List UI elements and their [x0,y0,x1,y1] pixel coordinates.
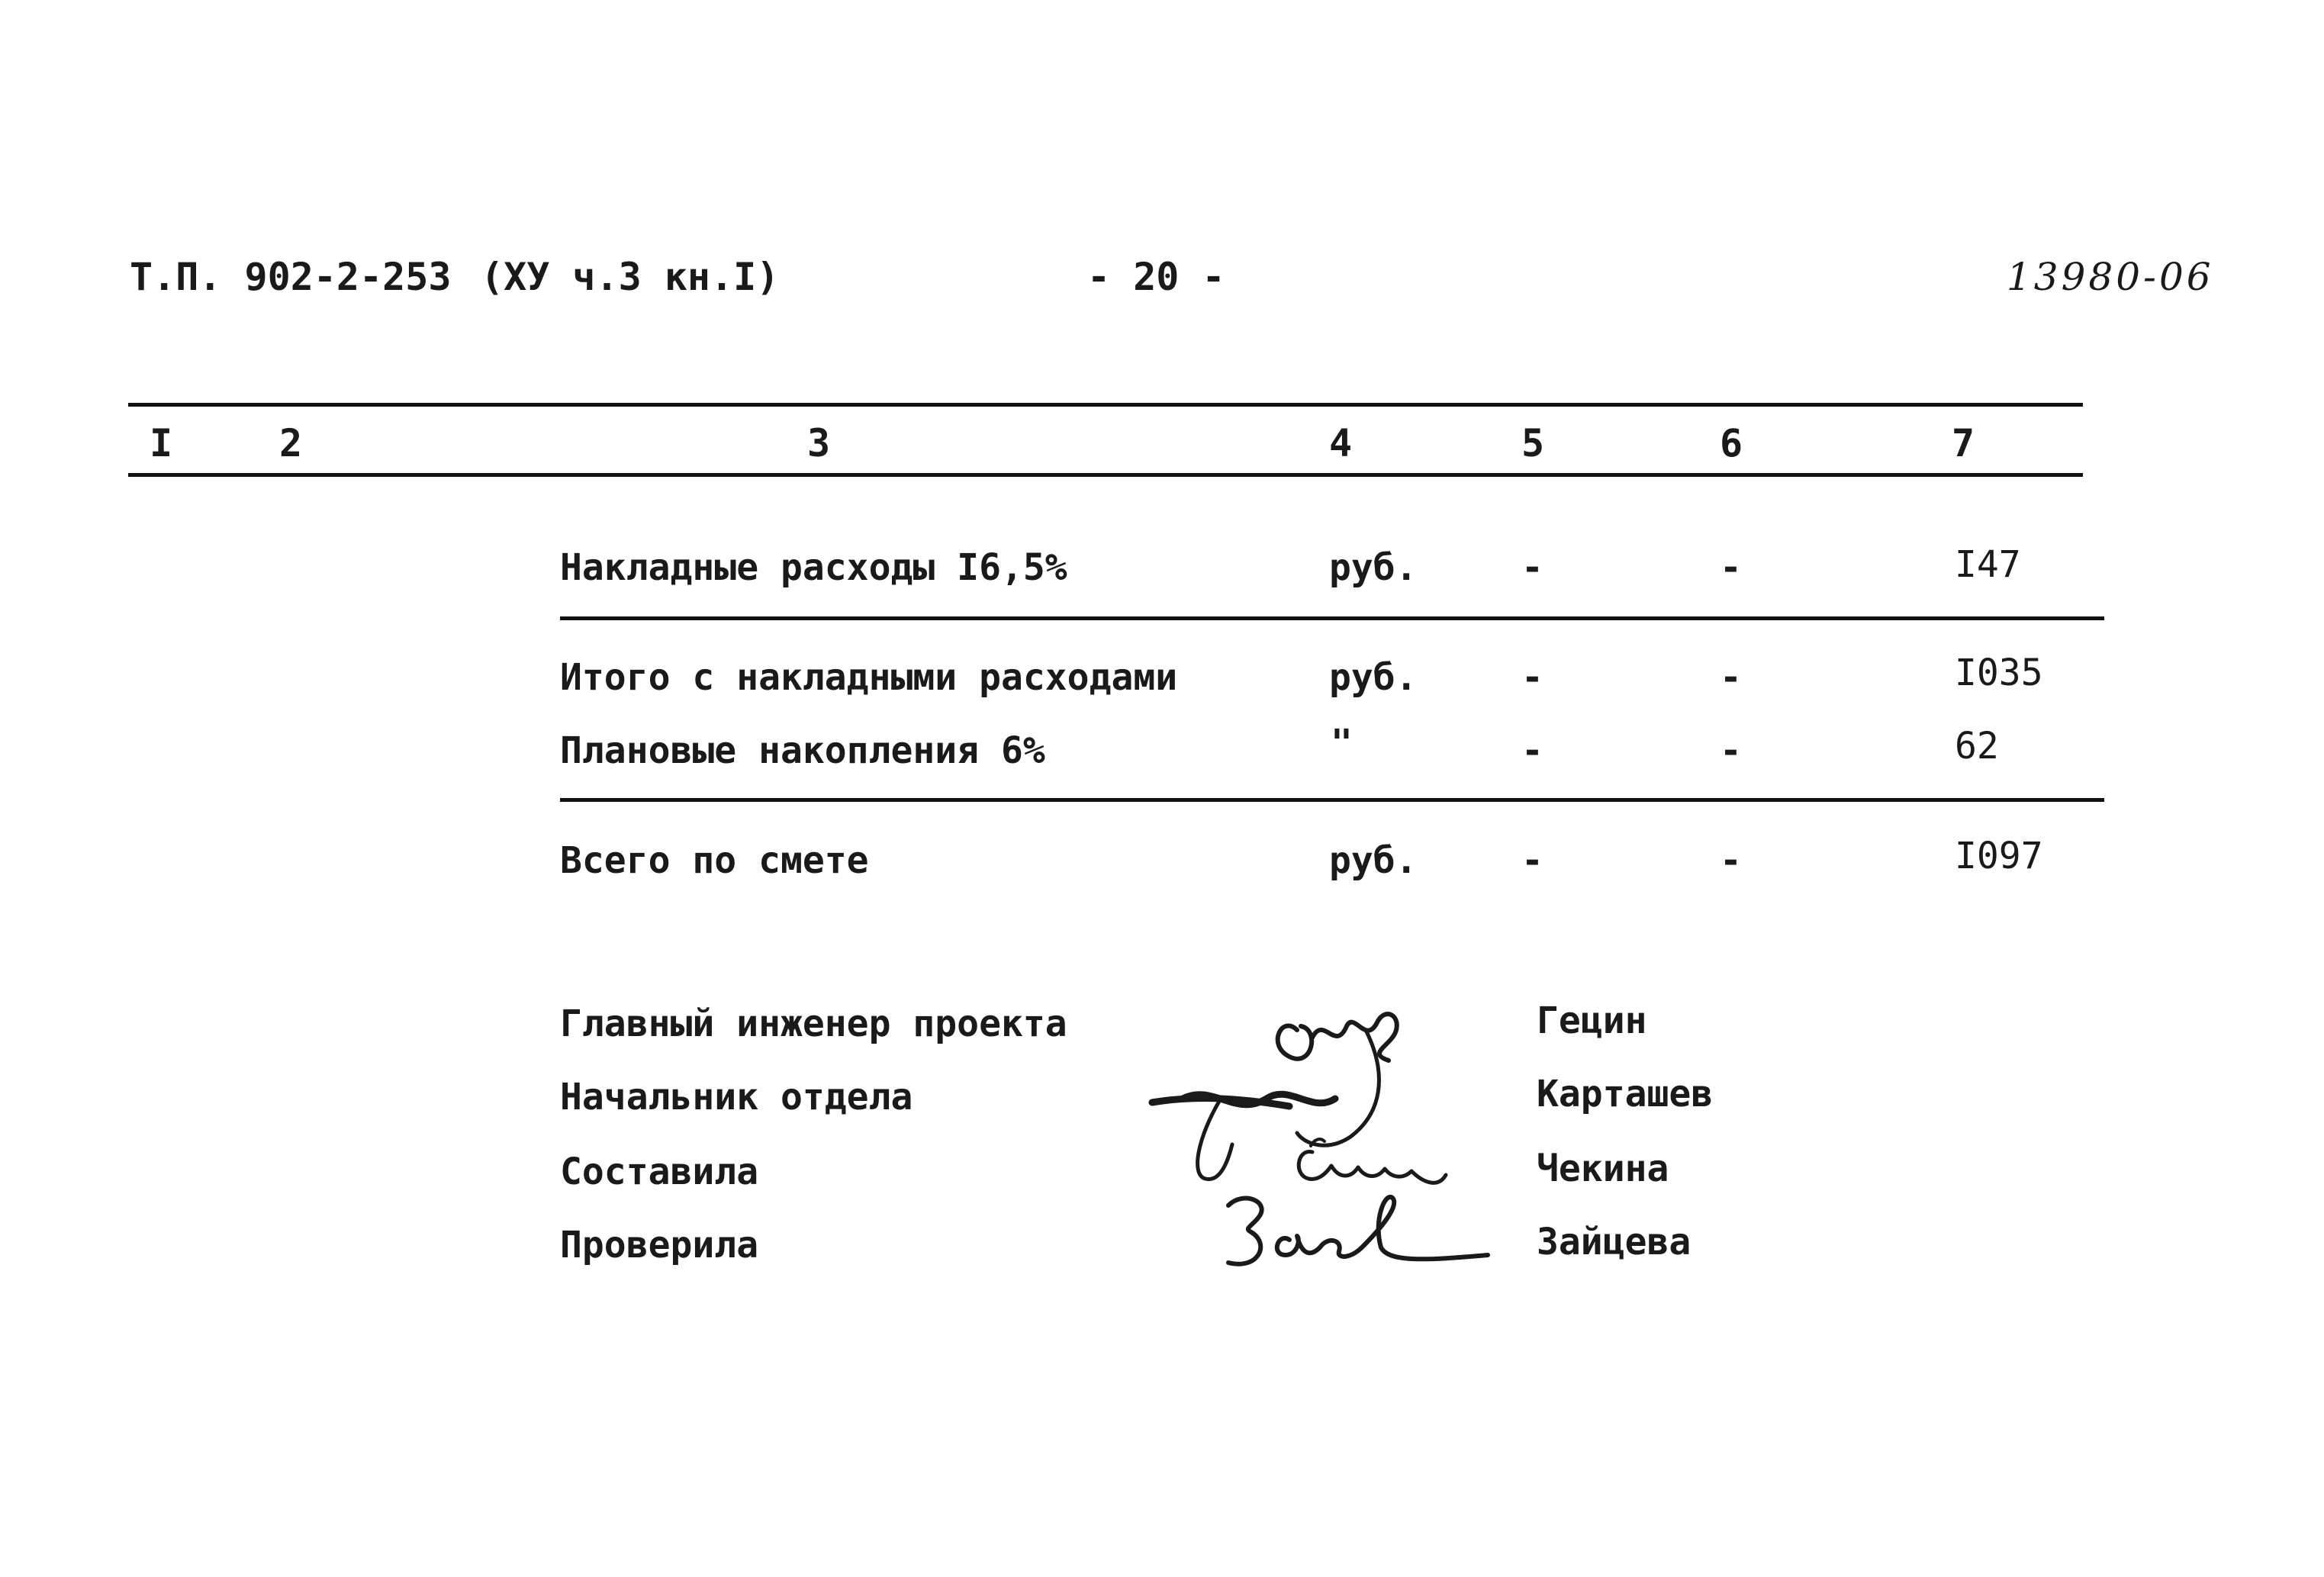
name-kartashev: Карташев [1537,1073,1714,1115]
row-col5: - [1521,656,1543,699]
page-number: - 20 - [1087,255,1225,299]
document-number: 13980-06 [2007,255,2214,299]
column-number-2: 2 [279,421,303,465]
row-col5: - [1521,546,1543,589]
row-name: Всего по смете [560,839,869,882]
row-unit: руб. [1329,546,1418,589]
column-number-5: 5 [1521,421,1545,465]
role-compiled-by: Составила [560,1151,759,1193]
handwritten-signatures [1137,984,1534,1289]
row-unit: " [1331,722,1353,764]
role-checked-by: Проверила [560,1224,759,1266]
column-number-1: I [150,421,173,465]
row-col6: - [1720,839,1742,882]
row-name: Накладные расходы I6,5% [560,546,1067,589]
row-col6: - [1720,546,1742,589]
role-department-head: Начальник отдела [560,1076,913,1118]
row-name: Плановые накопления 6% [560,729,1045,772]
row-name: Итого с накладными расходами [560,656,1178,699]
row-col5: - [1521,729,1543,772]
row-value: I47 [1955,543,2021,586]
row-value: I097 [1955,835,2043,877]
row-col5: - [1521,839,1543,882]
project-reference: Т.П. 902-2-253 [130,255,452,299]
row-value: 62 [1955,725,1999,768]
column-number-7: 7 [1952,421,1975,465]
name-gecin: Гецин [1537,999,1647,1042]
role-chief-engineer: Главный инженер проекта [560,1003,1067,1045]
column-number-6: 6 [1720,421,1743,465]
name-zaitseva: Зайцева [1537,1221,1691,1263]
table-header-bottom-rule [128,473,2083,477]
column-number-4: 4 [1329,421,1353,465]
column-number-3: 3 [807,421,831,465]
row-value: I035 [1955,652,2043,694]
row-col6: - [1720,656,1742,699]
row-unit: руб. [1329,656,1418,699]
total-rule [560,798,2104,802]
name-chekina: Чекина [1537,1147,1669,1190]
row-unit: руб. [1329,839,1418,882]
volume-reference: (ХУ ч.3 кн.I) [481,255,780,299]
table-top-rule [128,403,2083,407]
row-col6: - [1720,729,1742,772]
subtotal-rule [560,616,2104,620]
